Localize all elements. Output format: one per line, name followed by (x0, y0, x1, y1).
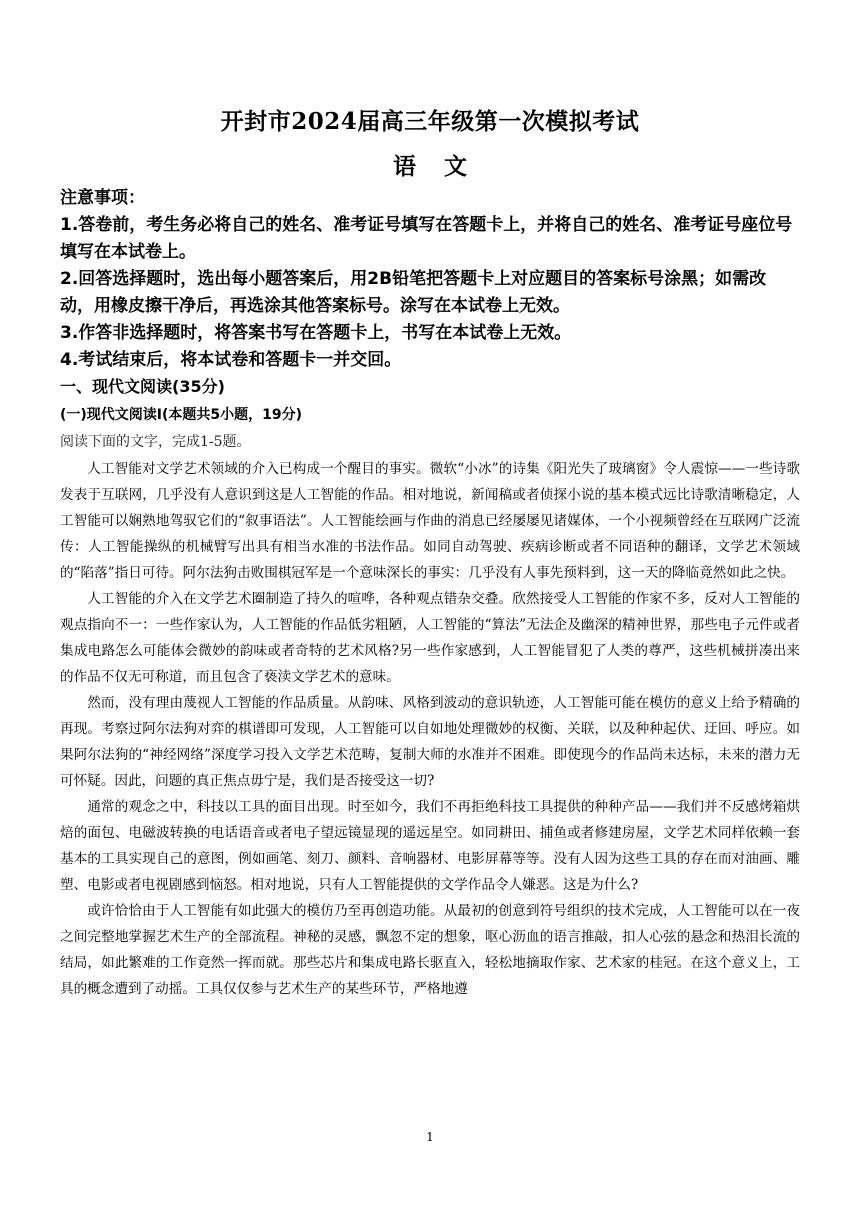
exam-title: 开封市2024届高三年级第一次模拟考试 (220, 108, 640, 135)
notice-item-4: 4.考试结束后，将本试卷和答题卡一并交回。 (60, 350, 402, 370)
passage-paragraph: 通常的观念之中，科技以工具的面目出现。时至如今，我们不再拒绝科技工具提供的种种产品——我们并不反感烤箱烘焙的面包、电磁波转换的电话语音或者电子望远镜显现的遥远星空。如同耕田、捕鱼或者修建房屋，文学艺术同样依赖一套基本的工具实现自己的意图，例如画笔、刻刀、颜料、音响器材、电影屏幕等等。没有人因为这些工具的存在而对油画、雕塑、电影或者电视剧感到恼怒。相对地说，只有人工智能提供的文学作品令人嫌恶。这是为什么? (60, 799, 800, 893)
subject-title: 语文 (393, 153, 495, 180)
page-number: 1 (426, 1130, 434, 1144)
notice-section (60, 185, 800, 374)
notice-item-3: 3.作答非选择题时，将答案书写在答题卡上，书写在本试卷上无效。 (60, 323, 572, 343)
passage-paragraph: 然而，没有理由蔑视人工智能的作品质量。从韵味、风格到波动的意识轨迹，人工智能可能在模仿的意义上给予精确的再现。考察过阿尔法狗对弈的棋谱即可发现，人工智能可以自如地处理微妙的权衡、关联，以及种种起伏、迂回、呼应。如果阿尔法狗的“神经网络”深度学习投入文学艺术范畴，复制大师的水准并不困难。即使现今的作品尚未达标，未来的潜力无可怀疑。因此，问题的真正焦点毋宁是，我们是否接受这一切? (60, 695, 800, 789)
reading-instruction: 阅读下面的文字，完成1-5题。 (60, 434, 251, 450)
notice-item-2: 2.回答选择题时，选出每小题答案后，用2B铅笔把答题卡上对应题目的答案标号涂黑；如需改动，用橡皮擦干净后，再选涂其他答案标号。涂写在本试卷上无效。 (60, 269, 767, 316)
notice-item-1: 1.答卷前，考生务必将自己的姓名、准考证号填写在答题卡上，并将自己的姓名、准考证号座位号填写在本试卷上。 (60, 215, 793, 262)
passage-paragraph: 或许恰恰由于人工智能有如此强大的模仿乃至再创造功能。从最初的创意到符号组织的技术完成，人工智能可以在一夜之间完整地掌握艺术生产的全部流程。神秘的灵感，飘忽不定的想象，呕心沥血的语言推敲，扣人心弦的悬念和热泪长流的结局，如此繁难的工作竟然一挥而就。那些芯片和集成电路长驱直入，轻松地摘取作家、艺术家的桂冠。在这个意义上，工具的概念遭到了动摇。工具仅仅参与艺术生产的某些环节，严格地遵 (60, 903, 800, 997)
notice-heading: 注意事项： (60, 188, 145, 208)
passage-paragraph: 人工智能的介入在文学艺术圈制造了持久的喧哗，各种观点错杂交叠。欣然接受人工智能的作家不多，反对人工智能的观点指向不一：一些作家认为，人工智能的作品低劣粗陋，人工智能的“算法”无法企及幽深的精神世界，那些电子元件或者集成电路怎么可能体会微妙的韵味或者奇特的艺术风格?另一些作家感到，人工智能冒犯了人类的尊严，这些机械拼凑出来的作品不仅无可称道，而且包含了亵渎文学艺术的意味。 (60, 591, 800, 685)
passage-paragraph: 人工智能对文学艺术领域的介入已构成一个醒目的事实。微软“小冰”的诗集《阳光失了玻璃窗》令人震惊——一些诗歌发表于互联网，几乎没有人意识到这是人工智能的作品。相对地说，新闻稿或者侦探小说的基本模式远比诗歌清晰稳定，人工智能可以娴熟地驾驭它们的“叙事语法”。人工智能绘画与作曲的消息已经屡屡见诸媒体，一个小视频曾经在互联网广泛流传：人工智能操纵的机械臂写出具有相当水准的书法作品。如同自动驾驶、疾病诊断或者不同语种的翻译，文学艺术领域的“陷落”指日可待。阿尔法狗击败围棋冠军是一个意味深长的事实：几乎没有人事先预料到，这一天的降临竟然如此之快。 (60, 461, 800, 581)
reading-passage (60, 456, 800, 1002)
section-heading: 一、现代文阅读(35分) (60, 377, 225, 396)
subsection-heading: (一)现代文阅读Ⅰ(本题共5小题，19分) (60, 407, 303, 423)
